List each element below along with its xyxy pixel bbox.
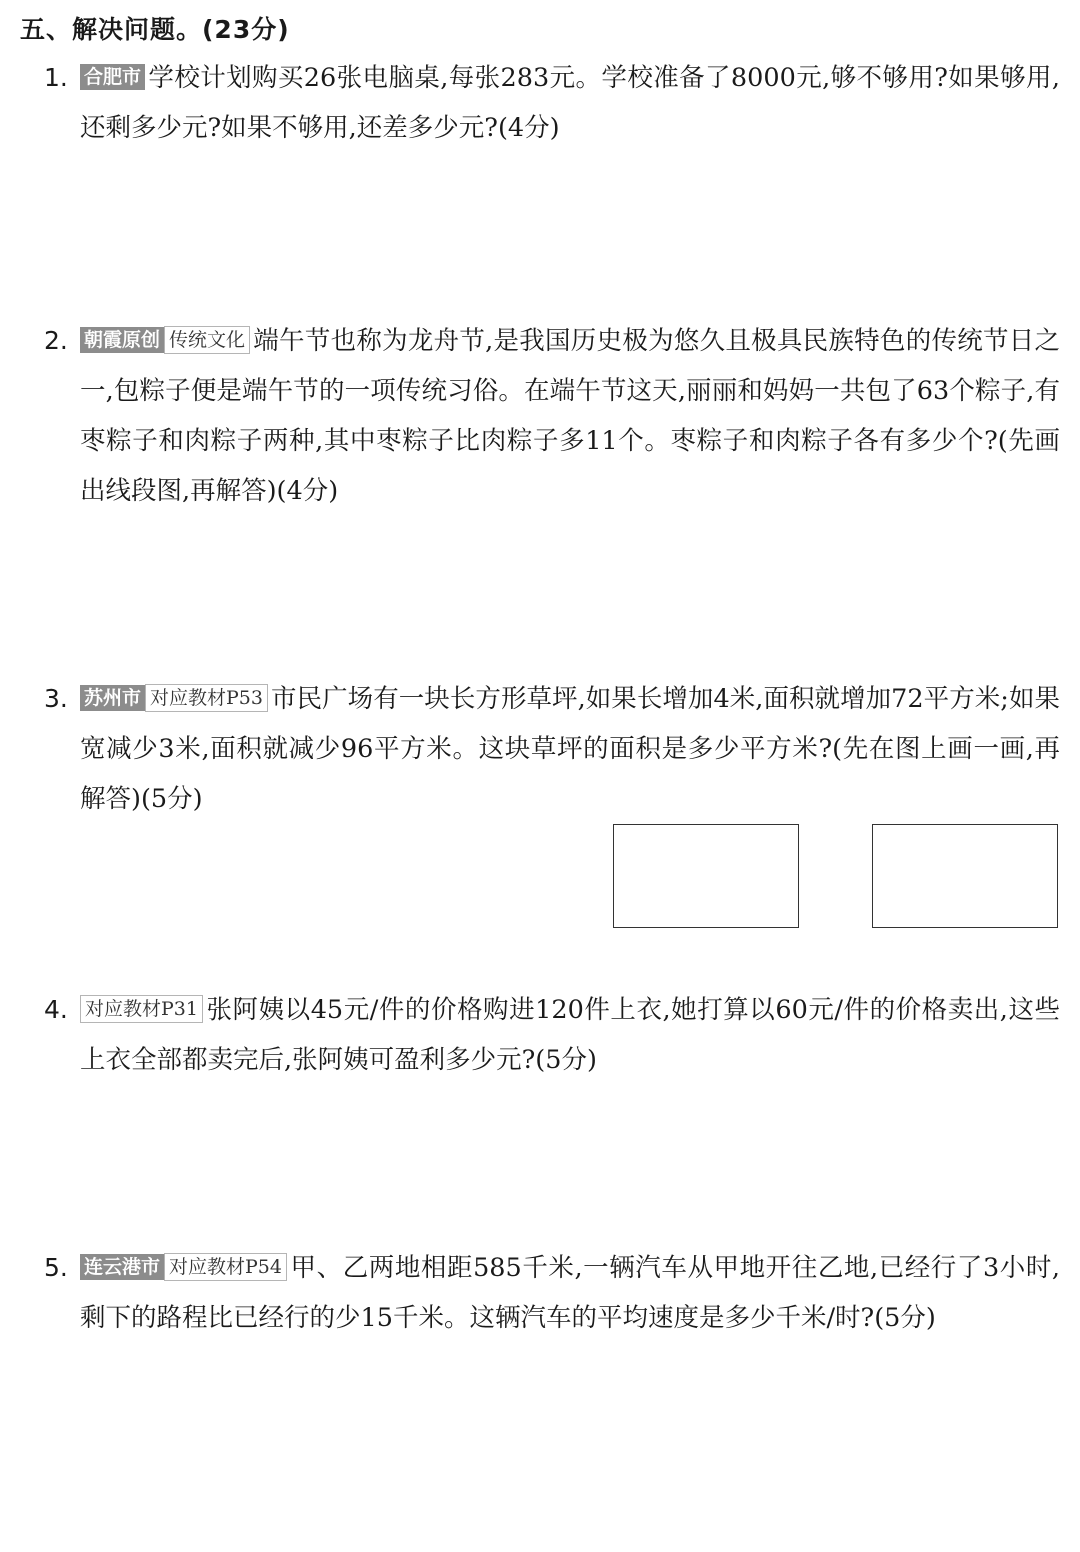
problem-3 bbox=[0, 674, 1080, 824]
source-tag: 朝霞原创 bbox=[80, 327, 164, 353]
problem-text bbox=[0, 316, 1080, 516]
drawing-box-left bbox=[613, 824, 799, 928]
problem-1 bbox=[0, 53, 1080, 153]
problem-4 bbox=[0, 985, 1080, 1085]
problem-text bbox=[0, 53, 1080, 153]
problem-number: 4. bbox=[44, 995, 68, 1024]
problem-5 bbox=[0, 1243, 1080, 1343]
region-tag: 苏州市 bbox=[80, 685, 145, 711]
problem-body: 市民广场有一块长方形草坪,如果长增加4米,面积就增加72平方米;如果宽减少3米,面积就减少96平方米。这块草坪的面积是多少平方米?(先在图上画一画,再解答)(5分) bbox=[80, 684, 1060, 814]
problem-text bbox=[0, 1243, 1080, 1343]
problem-body: 端午节也称为龙舟节,是我国历史极为悠久且极具民族特色的传统节日之一,包粽子便是端午节的一项传统习俗。在端午节这天,丽丽和妈妈一共包了63个粽子,有枣粽子和肉粽子两种,其中枣粽子比肉粽子多11个。枣粽子和肉粽子各有多少个?(先画出线段图,再解答)(4分) bbox=[80, 326, 1060, 506]
drawing-box-right bbox=[872, 824, 1058, 928]
problem-body: 学校计划购买26张电脑桌,每张283元。学校准备了8000元,够不够用?如果够用,还剩多少元?如果不够用,还差多少元?(4分) bbox=[80, 63, 1060, 143]
problem-number: 2. bbox=[44, 326, 68, 355]
problem-body: 甲、乙两地相距585千米,一辆汽车从甲地开往乙地,已经行了3小时,剩下的路程比已经行的少15千米。这辆汽车的平均速度是多少千米/时?(5分) bbox=[80, 1253, 1060, 1333]
textbook-tag: 对应教材P31 bbox=[80, 995, 203, 1023]
problem-number: 3. bbox=[44, 684, 68, 713]
problem-number: 1. bbox=[44, 63, 68, 92]
problem-number: 5. bbox=[44, 1253, 68, 1282]
problem-text bbox=[0, 674, 1080, 824]
problem-body: 张阿姨以45元/件的价格购进120件上衣,她打算以60元/件的价格卖出,这些上衣全部都卖完后,张阿姨可盈利多少元?(5分) bbox=[80, 995, 1060, 1075]
problem-2 bbox=[0, 316, 1080, 516]
topic-tag: 传统文化 bbox=[164, 326, 250, 354]
region-tag: 合肥市 bbox=[80, 64, 145, 90]
section-title: 五、解决问题。(23分) bbox=[20, 15, 290, 44]
textbook-tag: 对应教材P53 bbox=[145, 684, 268, 712]
textbook-tag: 对应教材P54 bbox=[164, 1253, 287, 1281]
problem-text bbox=[0, 985, 1080, 1085]
region-tag: 连云港市 bbox=[80, 1254, 164, 1280]
